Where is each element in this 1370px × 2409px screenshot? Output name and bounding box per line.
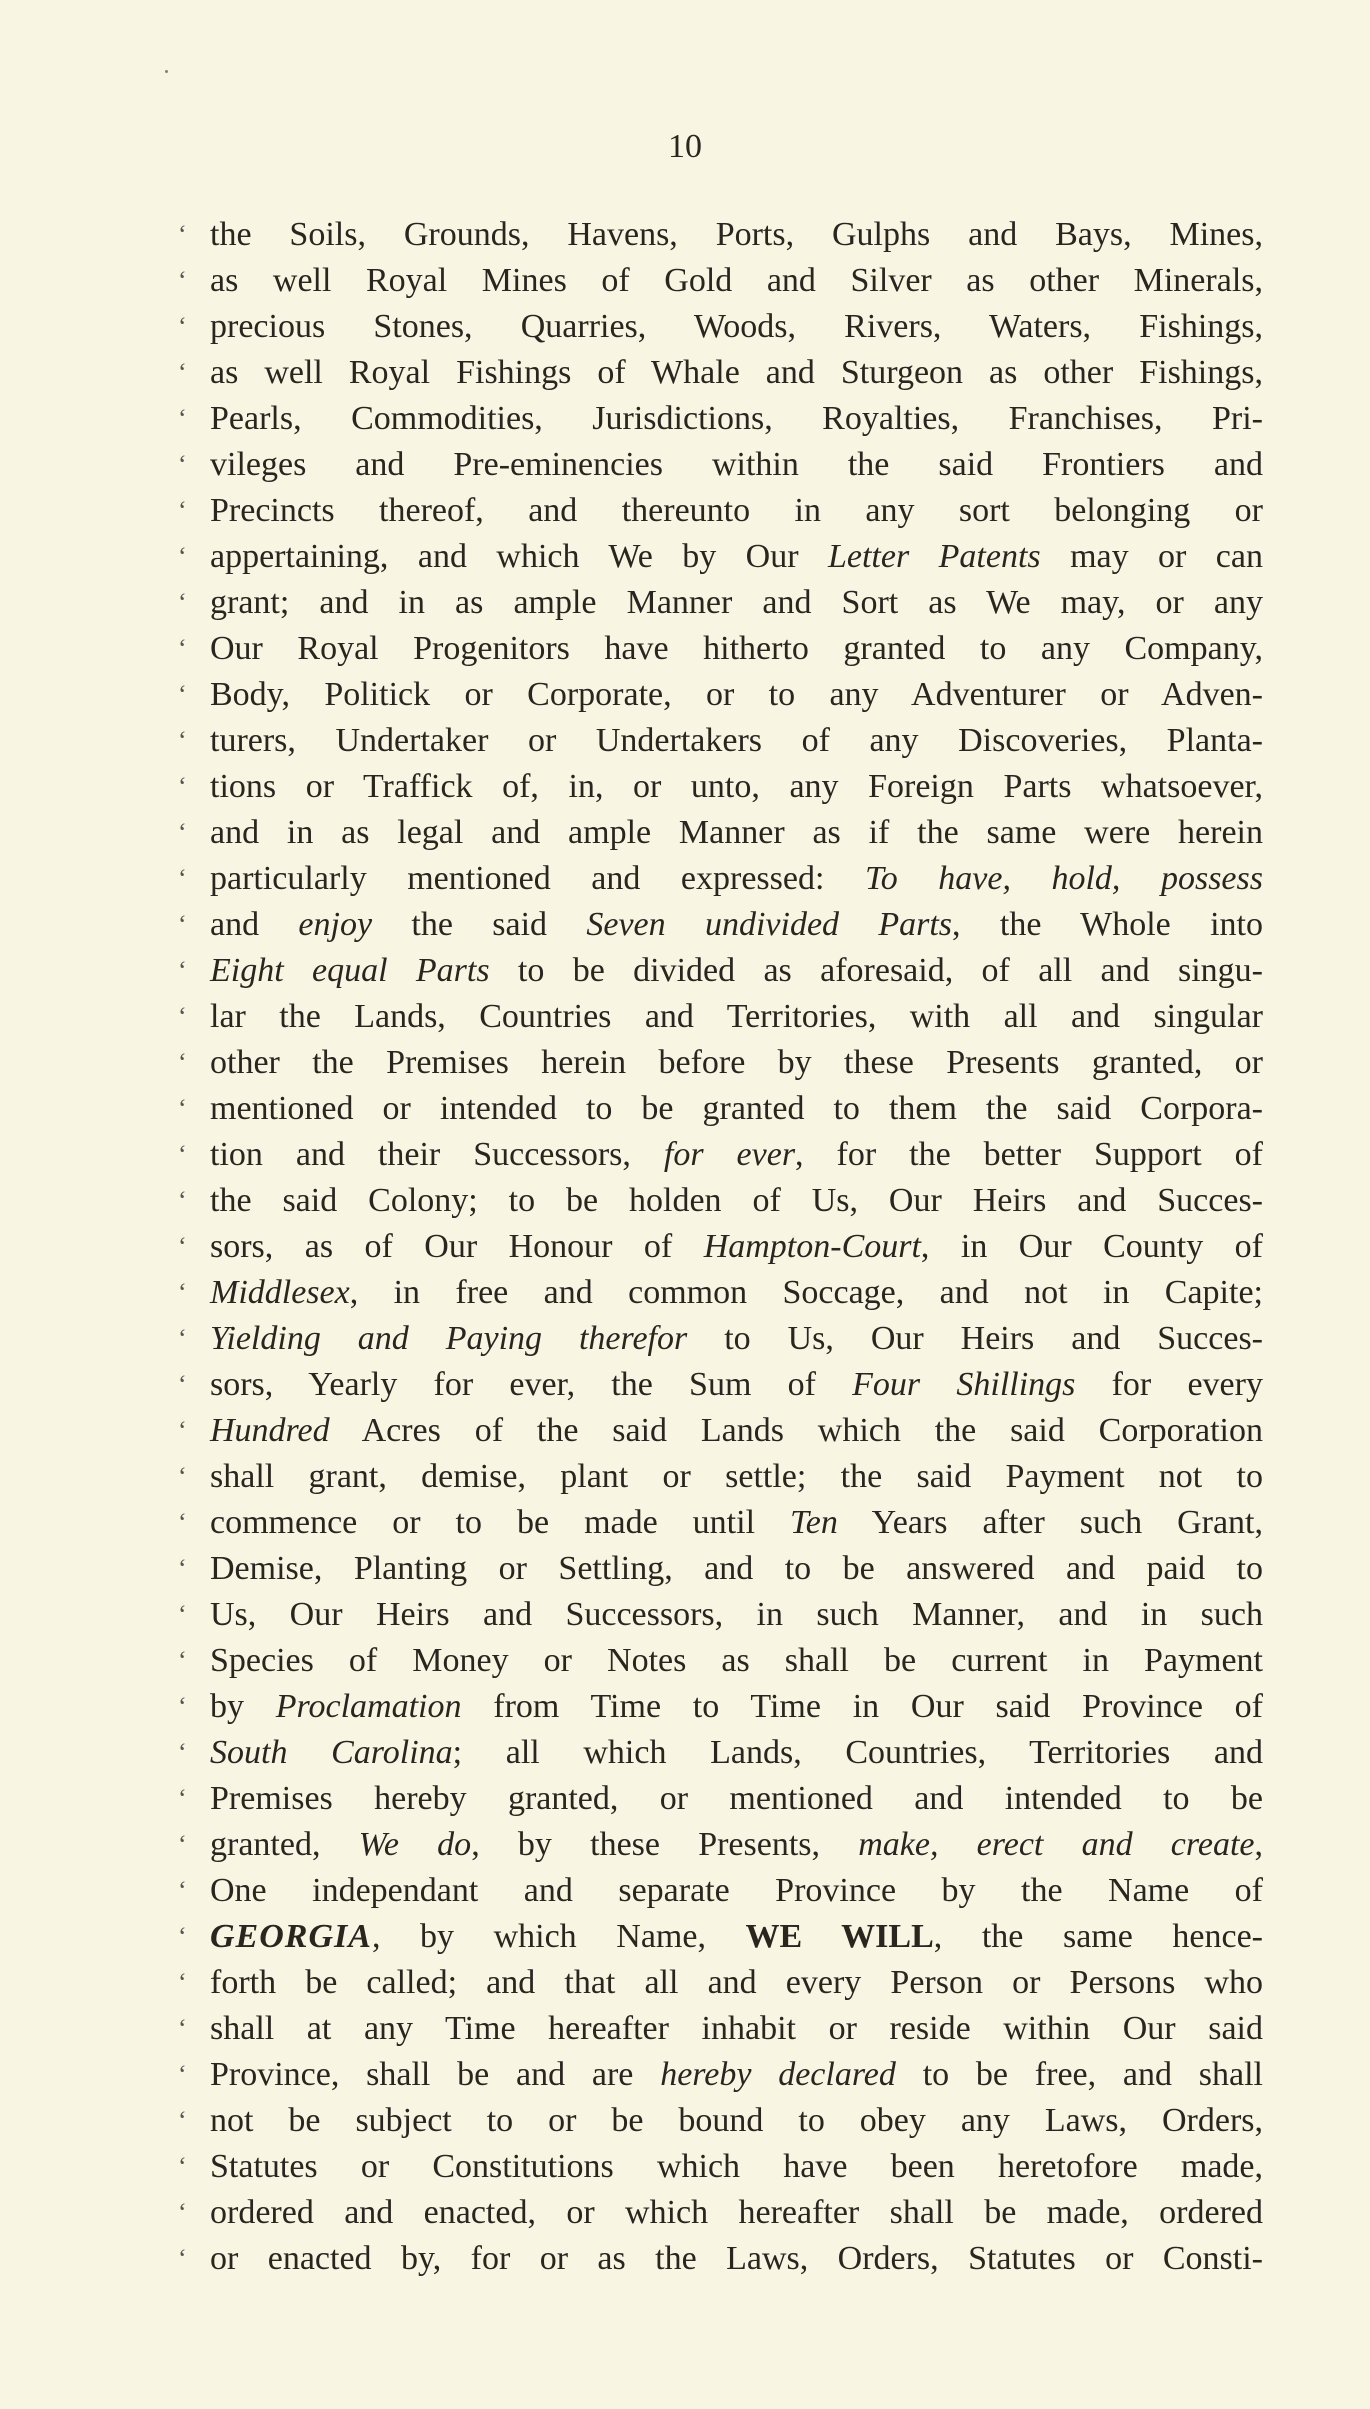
text-run: Precincts thereof, and thereunto in any sort belonging or xyxy=(210,492,1263,529)
text-run: One independant and separate Province by the Name of xyxy=(210,1872,1263,1909)
quotation-mark: ‘ xyxy=(178,404,187,433)
text-run: as well Royal Mines of Gold and Silver as other Minerals, xyxy=(210,262,1263,299)
text-line xyxy=(178,948,1263,994)
text-line xyxy=(178,764,1263,810)
text-run: Acres of the said Lands which the said Corporation xyxy=(329,1412,1263,1449)
text-line xyxy=(178,258,1263,304)
text-run: shall at any Time hereafter inhabit or reside within Our said xyxy=(210,2010,1263,2047)
quotation-mark: ‘ xyxy=(178,1094,187,1123)
line-text xyxy=(210,1408,1263,1454)
text-run: , by which Name, xyxy=(371,1918,746,1955)
quotation-mark: ‘ xyxy=(178,1830,187,1859)
text-run: and xyxy=(210,906,299,943)
text-line xyxy=(178,488,1263,534)
text-line xyxy=(178,2052,1263,2098)
quotation-mark: ‘ xyxy=(178,864,187,893)
text-line xyxy=(178,2098,1263,2144)
emphasized-text: Yielding and Paying therefor xyxy=(210,1320,688,1357)
text-line xyxy=(178,994,1263,1040)
emphasized-text: hereby declared xyxy=(660,2056,896,2093)
text-line xyxy=(178,1224,1263,1270)
text-run: commence or to be made until xyxy=(210,1504,791,1541)
text-run: to Us, Our Heirs and Succes- xyxy=(687,1320,1264,1357)
line-text xyxy=(210,580,1263,626)
quotation-mark: ‘ xyxy=(178,1968,187,1997)
line-text xyxy=(210,1362,1263,1408)
emphasized-text: Proclamation xyxy=(275,1688,462,1725)
emphasized-text: GEORGIA xyxy=(210,1918,372,1955)
text-run: and in as legal and ample Manner as if the same were herein xyxy=(210,814,1263,851)
line-text xyxy=(210,1132,1263,1178)
line-text xyxy=(210,2236,1263,2282)
text-line xyxy=(178,1546,1263,1592)
quotation-mark: ‘ xyxy=(178,1600,187,1629)
text-run: ; all which Lands, Countries, Territories and xyxy=(452,1734,1263,1771)
line-text xyxy=(210,534,1263,580)
text-run: , for the better Support of xyxy=(795,1136,1263,1173)
text-line xyxy=(178,212,1263,258)
text-run: other the Premises herein before by these Presents granted, or xyxy=(210,1044,1263,1081)
line-text xyxy=(210,672,1263,718)
text-line xyxy=(178,396,1263,442)
text-line xyxy=(178,1040,1263,1086)
line-text xyxy=(210,1316,1263,1362)
emphasized-text: Eight equal Parts xyxy=(210,952,490,989)
text-line xyxy=(178,902,1263,948)
quotation-mark: ‘ xyxy=(178,2152,187,2181)
emphasized-text: Four Shillings xyxy=(852,1366,1076,1403)
text-run: the said Colony; to be holden of Us, Our Heirs and Succes- xyxy=(210,1182,1263,1219)
text-line xyxy=(178,2236,1263,2282)
text-run: Us, Our Heirs and Successors, in such Manner, and in such xyxy=(210,1596,1263,1633)
quotation-mark: ‘ xyxy=(178,542,187,571)
line-text xyxy=(210,1086,1263,1132)
quotation-mark: ‘ xyxy=(178,312,187,341)
text-run: , the Whole into xyxy=(952,906,1263,943)
text-line xyxy=(178,1132,1263,1178)
text-line xyxy=(178,1454,1263,1500)
text-run: Premises hereby granted, or mentioned and intended to be xyxy=(210,1780,1263,1817)
quotation-mark: ‘ xyxy=(178,1692,187,1721)
emphasized-text: for ever xyxy=(663,1136,796,1173)
emphasized-text: We do xyxy=(358,1826,472,1863)
quotation-mark: ‘ xyxy=(178,220,187,249)
line-text xyxy=(210,1546,1263,1592)
text-run: grant; and in as ample Manner and Sort as We may, or any xyxy=(210,584,1263,621)
line-text xyxy=(210,1178,1263,1224)
line-text xyxy=(210,304,1263,350)
quotation-mark: ‘ xyxy=(178,1508,187,1537)
quotation-mark: ‘ xyxy=(178,2014,187,2043)
quotation-mark: ‘ xyxy=(178,2106,187,2135)
line-text xyxy=(210,856,1263,902)
text-line xyxy=(178,810,1263,856)
line-text xyxy=(210,1730,1263,1776)
text-run: precious Stones, Quarries, Woods, Rivers, Waters, Fishings, xyxy=(210,308,1263,345)
quotation-mark: ‘ xyxy=(178,1646,187,1675)
line-text xyxy=(210,2190,1263,2236)
quotation-mark: ‘ xyxy=(178,726,187,755)
quotation-mark: ‘ xyxy=(178,2244,187,2273)
text-line xyxy=(178,1178,1263,1224)
quotation-mark: ‘ xyxy=(178,1462,187,1491)
quotation-mark: ‘ xyxy=(178,1002,187,1031)
line-text xyxy=(210,1638,1263,1684)
text-run: Statutes or Constitutions which have been heretofore made, xyxy=(210,2148,1263,2185)
quotation-mark: ‘ xyxy=(178,1278,187,1307)
line-text xyxy=(210,2098,1263,2144)
quotation-mark: ‘ xyxy=(178,266,187,295)
line-text xyxy=(210,994,1263,1040)
text-run: to be divided as aforesaid, of all and singu- xyxy=(489,952,1263,989)
text-run: particularly mentioned and expressed: xyxy=(210,860,865,897)
text-line xyxy=(178,1822,1263,1868)
text-run: lar the Lands, Countries and Territories, with all and singular xyxy=(210,998,1263,1035)
text-run: to be free, and shall xyxy=(895,2056,1263,2093)
quotation-mark: ‘ xyxy=(178,588,187,617)
text-run: , by these Presents, xyxy=(471,1826,859,1863)
line-text xyxy=(210,1914,1263,1960)
line-text xyxy=(210,626,1263,672)
text-run: for every xyxy=(1075,1366,1263,1403)
line-text xyxy=(210,902,1263,948)
text-run: forth be called; and that all and every Person or Persons who xyxy=(210,1964,1263,2001)
text-line xyxy=(178,534,1263,580)
quotation-mark: ‘ xyxy=(178,818,187,847)
emphasized-text: WE WILL xyxy=(745,1918,934,1955)
text-run: Demise, Planting or Settling, and to be answered and paid to xyxy=(210,1550,1263,1587)
text-line xyxy=(178,1776,1263,1822)
line-text xyxy=(210,1500,1263,1546)
text-line xyxy=(178,2190,1263,2236)
quotation-mark: ‘ xyxy=(178,1922,187,1951)
text-run: Our Royal Progenitors have hitherto granted to any Company, xyxy=(210,630,1263,667)
text-run: may or can xyxy=(1040,538,1263,575)
quotation-mark: ‘ xyxy=(178,2060,187,2089)
text-line xyxy=(178,2144,1263,2190)
line-text xyxy=(210,718,1263,764)
quotation-mark: ‘ xyxy=(178,358,187,387)
body-text xyxy=(178,212,1263,2282)
quotation-mark: ‘ xyxy=(178,772,187,801)
quotation-mark: ‘ xyxy=(178,680,187,709)
text-run: , xyxy=(1254,1826,1263,1863)
quotation-mark: ‘ xyxy=(178,1186,187,1215)
line-text xyxy=(210,1822,1263,1868)
quotation-mark: ‘ xyxy=(178,450,187,479)
text-line xyxy=(178,1316,1263,1362)
text-run: , in Our County of xyxy=(920,1228,1263,1265)
line-text xyxy=(210,1960,1263,2006)
text-line xyxy=(178,304,1263,350)
quotation-mark: ‘ xyxy=(178,2198,187,2227)
line-text xyxy=(210,2144,1263,2190)
text-run: turers, Undertaker or Undertakers of any Discoveries, Planta- xyxy=(210,722,1263,759)
text-run: shall grant, demise, plant or settle; the said Payment not to xyxy=(210,1458,1263,1495)
line-text xyxy=(210,212,1263,258)
text-line xyxy=(178,718,1263,764)
text-run: sors, as of Our Honour of xyxy=(210,1228,704,1265)
text-run: as well Royal Fishings of Whale and Sturgeon as other Fishings, xyxy=(210,354,1263,391)
quotation-mark: ‘ xyxy=(178,496,187,525)
text-line xyxy=(178,1730,1263,1776)
quotation-mark: ‘ xyxy=(178,1416,187,1445)
text-run: Pearls, Commodities, Jurisdictions, Royalties, Franchises, Pri- xyxy=(210,400,1263,437)
emphasized-text: South Carolina xyxy=(210,1734,453,1771)
line-text xyxy=(210,1592,1263,1638)
text-line xyxy=(178,1960,1263,2006)
quotation-mark: ‘ xyxy=(178,1324,187,1353)
line-text xyxy=(210,1270,1263,1316)
text-line xyxy=(178,856,1263,902)
text-line xyxy=(178,350,1263,396)
text-line xyxy=(178,626,1263,672)
text-line xyxy=(178,2006,1263,2052)
line-text xyxy=(210,1684,1263,1730)
line-text xyxy=(210,1776,1263,1822)
line-text xyxy=(210,488,1263,534)
text-line xyxy=(178,1500,1263,1546)
quotation-mark: ‘ xyxy=(178,634,187,663)
line-text xyxy=(210,442,1263,488)
emphasized-text: Seven undivided Parts xyxy=(586,906,953,943)
text-run: from Time to Time in Our said Province of xyxy=(461,1688,1264,1725)
quotation-mark: ‘ xyxy=(178,1738,187,1767)
text-run: ordered and enacted, or which hereafter shall be made, ordered xyxy=(210,2194,1263,2231)
text-run: Province, shall be and are xyxy=(210,2056,661,2093)
quotation-mark: ‘ xyxy=(178,1232,187,1261)
line-text xyxy=(210,1454,1263,1500)
emphasized-text: Hampton-Court xyxy=(703,1228,921,1265)
line-text xyxy=(210,258,1263,304)
quotation-mark: ‘ xyxy=(178,910,187,939)
text-run: Body, Politick or Corporate, or to any Adventurer or Adven- xyxy=(210,676,1263,713)
text-line xyxy=(178,672,1263,718)
line-text xyxy=(210,764,1263,810)
emphasized-text: Middlesex xyxy=(210,1274,350,1311)
text-run: or enacted by, for or as the Laws, Orders, Statutes or Consti- xyxy=(210,2240,1263,2277)
text-run: Years after such Grant, xyxy=(837,1504,1263,1541)
line-text xyxy=(210,1868,1263,1914)
emphasized-text: Hundred xyxy=(210,1412,330,1449)
line-text xyxy=(210,2006,1263,2052)
quotation-mark: ‘ xyxy=(178,1784,187,1813)
quotation-mark: ‘ xyxy=(178,1048,187,1077)
text-line xyxy=(178,1684,1263,1730)
text-line xyxy=(178,442,1263,488)
quotation-mark: ‘ xyxy=(178,1370,187,1399)
text-run: sors, Yearly for ever, the Sum of xyxy=(210,1366,853,1403)
text-run: the said xyxy=(372,906,587,943)
text-run: , in free and common Soccage, and not in Capite; xyxy=(349,1274,1263,1311)
text-run: granted, xyxy=(210,1826,359,1863)
text-line xyxy=(178,1362,1263,1408)
line-text xyxy=(210,948,1263,994)
text-run: the Soils, Grounds, Havens, Ports, Gulphs and Bays, Mines, xyxy=(210,216,1263,253)
quotation-mark: ‘ xyxy=(178,1554,187,1583)
quotation-mark: ‘ xyxy=(178,1876,187,1905)
text-run: , the same hence- xyxy=(933,1918,1263,1955)
emphasized-text: Ten xyxy=(790,1504,838,1541)
text-run: appertaining, and which We by Our xyxy=(210,538,828,575)
text-run: not be subject to or be bound to obey any Laws, Orders, xyxy=(210,2102,1263,2139)
line-text xyxy=(210,350,1263,396)
line-text xyxy=(210,1040,1263,1086)
line-text xyxy=(210,1224,1263,1270)
emphasized-text: Letter Patents xyxy=(827,538,1041,575)
text-run: by xyxy=(210,1688,276,1725)
text-line xyxy=(178,1408,1263,1454)
emphasized-text: enjoy xyxy=(298,906,373,943)
text-line xyxy=(178,1086,1263,1132)
line-text xyxy=(210,2052,1263,2098)
text-line xyxy=(178,1592,1263,1638)
text-run: mentioned or intended to be granted to them the said Corpora- xyxy=(210,1090,1263,1127)
emphasized-text: make, erect and create xyxy=(858,1826,1255,1863)
text-run: vileges and Pre-eminencies within the said Frontiers and xyxy=(210,446,1263,483)
quotation-mark: ‘ xyxy=(178,1140,187,1169)
paper-speck xyxy=(165,70,168,73)
text-run: tions or Traffick of, in, or unto, any Foreign Parts whatsoever, xyxy=(210,768,1263,805)
emphasized-text: To have, hold, possess xyxy=(864,860,1263,897)
text-line xyxy=(178,1868,1263,1914)
page-number: 10 xyxy=(668,128,702,165)
text-run: tion and their Successors, xyxy=(210,1136,664,1173)
text-line xyxy=(178,580,1263,626)
text-run: Species of Money or Notes as shall be current in Payment xyxy=(210,1642,1263,1679)
text-line xyxy=(178,1914,1263,1960)
text-line xyxy=(178,1638,1263,1684)
line-text xyxy=(210,810,1263,856)
text-line xyxy=(178,1270,1263,1316)
line-text xyxy=(210,396,1263,442)
quotation-mark: ‘ xyxy=(178,956,187,985)
